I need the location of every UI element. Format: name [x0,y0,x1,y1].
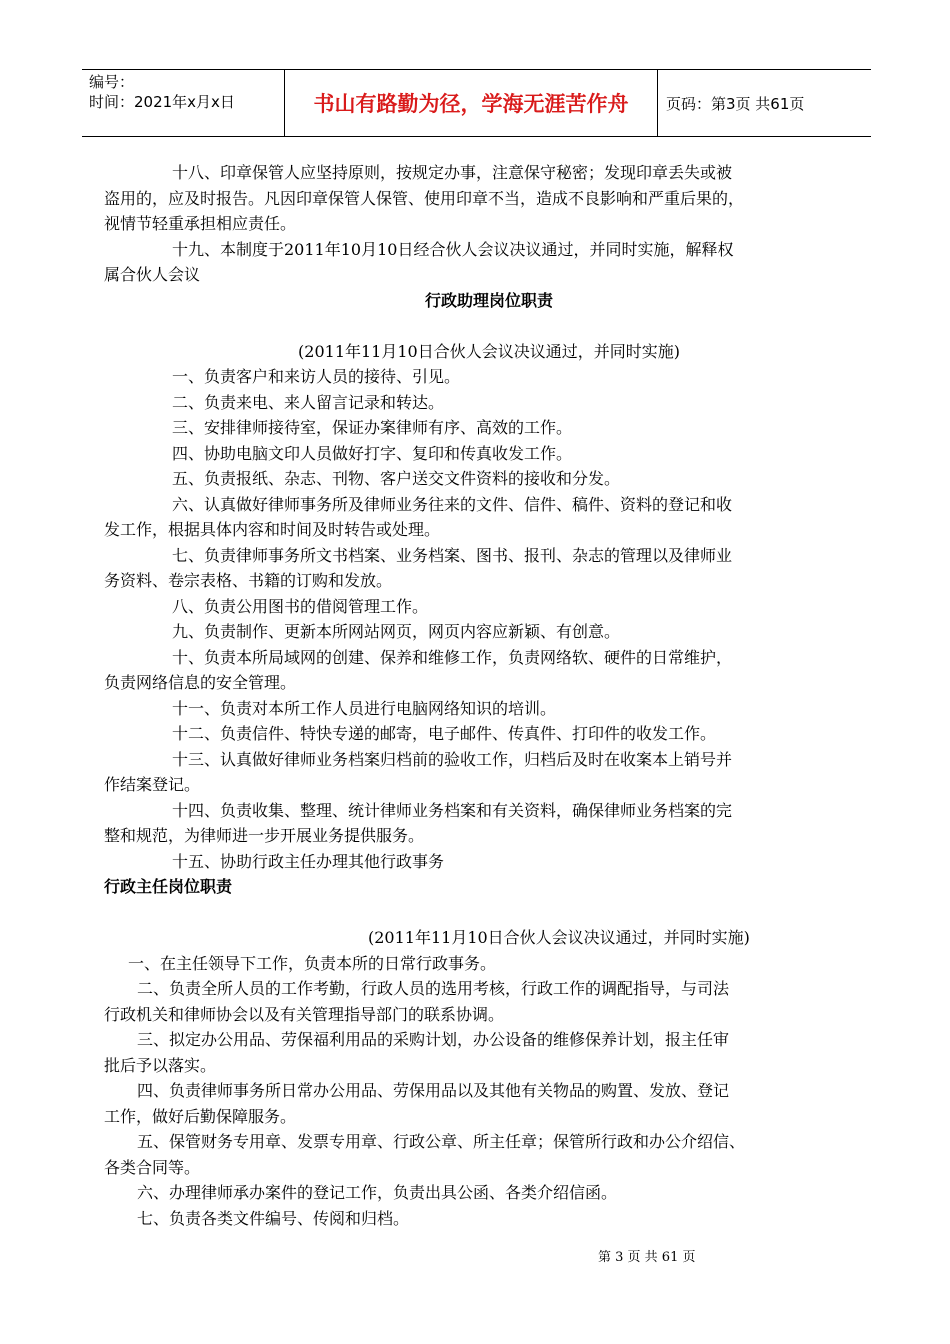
list-item: 十、负责本所局域网的创建、保养和维修工作，负责网络软、硬件的日常维护， [172,647,733,667]
paragraph-line: 十八、印章保管人应坚持原则，按规定办事，注意保守秘密；发现印章丢失或被 [172,163,733,182]
section-title-assistant: 行政助理岗位职责 [424,290,553,310]
resolution-note: (2011年11月10日合伙人会议决议通过，并同时实施) [298,341,680,361]
list-item: 七、负责律师事务所文书档案、业务档案、图书、报刊、杂志的管理以及律师业 [172,545,733,565]
header-page-label: 页码：第3页 共61页 [666,94,805,113]
list-item: 二、负责来电、来人留言记录和转达。 [172,392,445,412]
list-item: 十五、协助行政主任办理其他行政事务 [172,851,445,871]
section-title-director: 行政主任岗位职责 [104,877,233,896]
header-motto: 书山有路勤为径，学海无涯苦作舟 [285,70,658,136]
list-item: 六、办理律师承办案件的登记工作，负责出具公函、各类介绍信函。 [137,1183,618,1202]
list-item: 九、负责制作、更新本所网站网页，网页内容应新颖、有创意。 [172,622,621,641]
list-item: 十二、负责信件、特快专递的邮寄，电子邮件、传真件、打印件的收发工作。 [172,724,717,743]
list-item: 一、负责客户和来访人员的接待、引见。 [172,367,461,386]
list-item: 十四、负责收集、整理、统计律师业务档案和有关资料，确保律师业务档案的完 [172,800,733,820]
paragraph-line: 十九、本制度于2011年10月10日经合伙人会议决议通过，并同时实施，解释权 [172,239,734,259]
list-item: 负责网络信息的安全管理。 [104,673,297,692]
list-item: 工作，做好后勤保障服务。 [104,1106,297,1126]
list-item: 四、协助电脑文印人员做好打字、复印和传真收发工作。 [172,443,573,463]
list-item: 发工作，根据具体内容和时间及时转告或处理。 [104,520,441,539]
list-item: 务资料、卷宗表格、书籍的订购和发放。 [104,571,393,590]
list-item: 八、负责公用图书的借阅管理工作。 [172,596,429,616]
list-item: 十三、认真做好律师业务档案归档前的验收工作，归档后及时在收案本上销号并 [172,749,733,769]
paragraph-line: 盗用的，应及时报告。凡因印章保管人保管、使用印章不当，造成不良影响和严重后果的， [104,188,745,208]
list-item: 六、认真做好律师事务所及律师业务往来的文件、信件、稿件、资料的登记和收 [172,494,733,514]
list-item: 三、安排律师接待室，保证办案律师有序、高效的工作。 [172,418,573,437]
number-label: 编号： [89,73,135,91]
paragraph-line: 属合伙人会议 [104,265,201,284]
list-item: 批后予以落实。 [104,1055,217,1075]
list-item: 作结案登记。 [104,775,201,794]
document-body [104,160,874,1231]
time-label: 时间：2021年x月x日 [89,93,235,111]
list-item: 一、在主任领导下工作，负责本所的日常行政事务。 [128,953,497,973]
list-item: 各类合同等。 [104,1157,201,1177]
list-item: 四、负责律师事务所日常办公用品、劳保用品以及其他有关物品的购置、发放、登记 [137,1081,730,1100]
paragraph-line: 视情节轻重承担相应责任。 [104,214,297,233]
page-footer: 第 3 页 共 61 页 [598,1250,696,1265]
list-item: 行政机关和律师协会以及有关管理指导部门的联系协调。 [104,1004,505,1024]
list-item: 五、负责报纸、杂志、刊物、客户送交文件资料的接收和分发。 [172,469,621,488]
list-item: 七、负责各类文件编号、传阅和归档。 [137,1208,410,1228]
header-meta [82,70,285,136]
list-item: 五、保管财务专用章、发票专用章、行政公章、所主任章；保管所行政和办公介绍信、 [137,1132,746,1151]
list-item: 三、拟定办公用品、劳保福利用品的采购计划，办公设备的维修保养计划，报主任审 [137,1030,730,1049]
resolution-note: (2011年11月10日合伙人会议决议通过，并同时实施) [368,928,750,947]
list-item: 整和规范，为律师进一步开展业务提供服务。 [104,826,425,845]
list-item: 二、负责全所人员的工作考勤，行政人员的选用考核，行政工作的调配指导，与司法 [137,979,730,998]
list-item: 十一、负责对本所工作人员进行电脑网络知识的培训。 [172,698,557,718]
page-header [82,69,871,137]
